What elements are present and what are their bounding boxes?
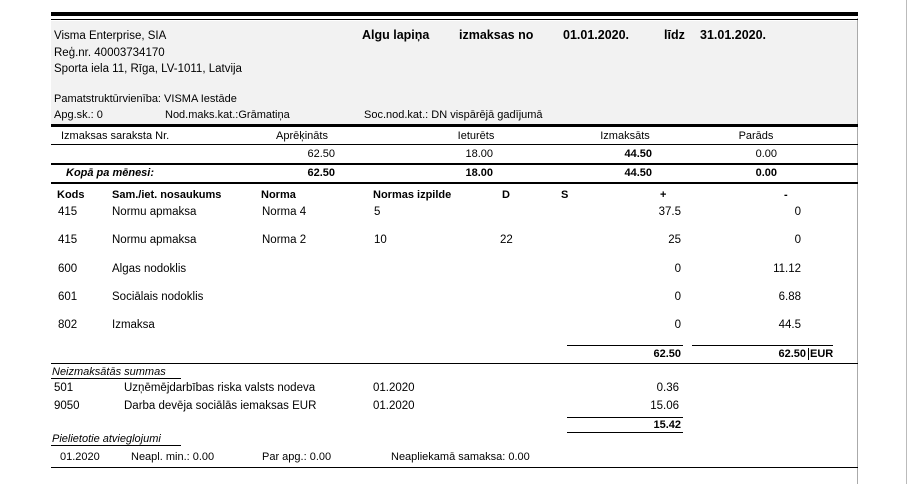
details-header-norm-fulfilment: Normas izpilde	[373, 189, 452, 201]
summary-debt: 0.00	[755, 148, 777, 160]
row-name: Normu apmaksa	[112, 234, 197, 246]
relief-dependents: Par apg.: 0.00	[262, 451, 332, 463]
row-code: 415	[58, 206, 78, 218]
row-code: 802	[58, 319, 78, 331]
unpaid-section-title: Neizmaksātās summas	[52, 366, 166, 378]
top-rule	[51, 12, 858, 16]
month-total-withheld: 18.00	[465, 167, 493, 179]
month-total-calculated: 62.50	[307, 167, 335, 179]
summary-calculated: 62.50	[307, 148, 335, 160]
minus-total-rule	[692, 345, 833, 346]
month-total-debt: 0.00	[755, 167, 777, 179]
row-name: Izmaksa	[112, 319, 155, 331]
date-to: 31.01.2020.	[700, 28, 767, 42]
page-edge-line	[906, 0, 907, 484]
period-label: izmaksas no	[459, 28, 534, 42]
details-header-minus: -	[784, 189, 788, 201]
relief-unapplied-amount: Neapliekamā samaksa: 0.00	[391, 451, 530, 463]
summary-header-withheld: Ieturēts	[457, 130, 495, 142]
top-rule-thin	[51, 19, 858, 20]
row-name: Algas nodoklis	[112, 263, 187, 275]
row-minus: 0	[794, 206, 801, 218]
unpaid-total-rule	[567, 417, 683, 418]
currency-label: EUR	[810, 348, 834, 360]
details-header-plus: +	[660, 189, 667, 201]
date-from: 01.01.2020.	[563, 28, 630, 42]
month-total-paid: 44.50	[624, 167, 652, 179]
row-minus: 6.88	[778, 291, 801, 303]
row-minus: 0	[794, 234, 801, 246]
row-norm: Norma 2	[262, 234, 307, 246]
details-header-d: D	[502, 189, 510, 201]
row-name: Sociālais nodoklis	[112, 291, 204, 303]
dependents-count: Apg.sk.: 0	[54, 109, 103, 121]
row-norm: Norma 4	[262, 206, 307, 218]
row-plus: 0	[674, 319, 681, 331]
unpaid-period: 01.2020	[373, 382, 415, 394]
summary-withheld: 18.00	[465, 148, 493, 160]
unpaid-amount: 15.06	[650, 400, 679, 412]
row-code: 601	[58, 291, 78, 303]
details-header-name: Sam./iet. nosaukums	[112, 189, 222, 201]
relief-title-underline	[51, 445, 181, 446]
details-header-norm: Norma	[261, 189, 296, 201]
summary-header-debt: Parāds	[738, 130, 774, 142]
company-reg: Reģ.nr. 40003734170	[54, 47, 165, 59]
row-d: 22	[500, 234, 513, 246]
row-norm-fulfilment: 10	[374, 234, 387, 246]
relief-period: 01.2020	[60, 451, 100, 463]
company-address: Sporta iela 11, Rīga, LV-1011, Latvija	[54, 63, 242, 75]
unpaid-name: Uzņēmējdarbības riska valsts nodeva	[124, 382, 316, 394]
details-header-code: Kods	[57, 189, 85, 201]
unpaid-top-rule	[51, 363, 858, 364]
summary-header-paid: Izmaksāts	[600, 130, 650, 142]
row-code: 600	[58, 263, 78, 275]
structural-unit: Pamatstruktūrvienība: VISMA Iestāde	[54, 93, 237, 105]
row-code: 415	[58, 234, 78, 246]
unpaid-name: Darba devēja sociālās iemaksas EUR	[124, 400, 317, 412]
summary-header-calculated: Aprēķināts	[276, 130, 328, 142]
details-total-minus: 62.50	[778, 348, 806, 360]
details-top-rule	[51, 182, 858, 184]
unpaid-code: 501	[54, 382, 74, 394]
row-name: Normu apmaksa	[112, 206, 197, 218]
plus-total-rule	[567, 345, 683, 346]
summary-paid: 44.50	[624, 148, 652, 160]
row-minus: 44.5	[778, 319, 801, 331]
social-category: Soc.nod.kat.: DN vispārējā gadījumā	[364, 109, 543, 121]
tax-book: Nod.maks.kat.:Grāmatiņa	[165, 109, 290, 121]
company-name: Visma Enterprise, SIA	[54, 30, 167, 42]
unpaid-period: 01.2020	[373, 400, 415, 412]
header-bottom-rule	[51, 124, 858, 127]
unpaid-total-bottom-rule	[567, 432, 683, 433]
row-plus: 25	[668, 234, 681, 246]
relief-section-title: Pielietotie atvieglojumi	[52, 433, 161, 445]
details-total-plus: 62.50	[653, 348, 681, 360]
row-plus: 37.5	[658, 206, 681, 218]
unpaid-code: 9050	[54, 400, 80, 412]
bottom-rule	[51, 467, 858, 468]
row-norm-fulfilment: 5	[374, 206, 381, 218]
summary-header-rule	[51, 144, 858, 145]
month-total-label: Kopā pa mēnesi:	[66, 167, 155, 179]
summary-total-rule	[51, 163, 858, 165]
row-minus: 11.12	[773, 263, 801, 275]
details-header-s: S	[561, 189, 569, 201]
unpaid-amount: 0.36	[656, 382, 679, 394]
row-plus: 0	[674, 263, 681, 275]
relief-non-taxable-min: Neapl. min.: 0.00	[131, 451, 215, 463]
unpaid-total: 15.42	[653, 419, 681, 431]
unpaid-title-underline	[51, 378, 181, 379]
summary-header-list-nr: Izmaksas saraksta Nr.	[61, 130, 170, 142]
right-margin-line	[857, 18, 858, 484]
row-plus: 0	[674, 291, 681, 303]
document-title: Algu lapiņa	[362, 28, 430, 42]
until-label: līdz	[664, 28, 685, 42]
